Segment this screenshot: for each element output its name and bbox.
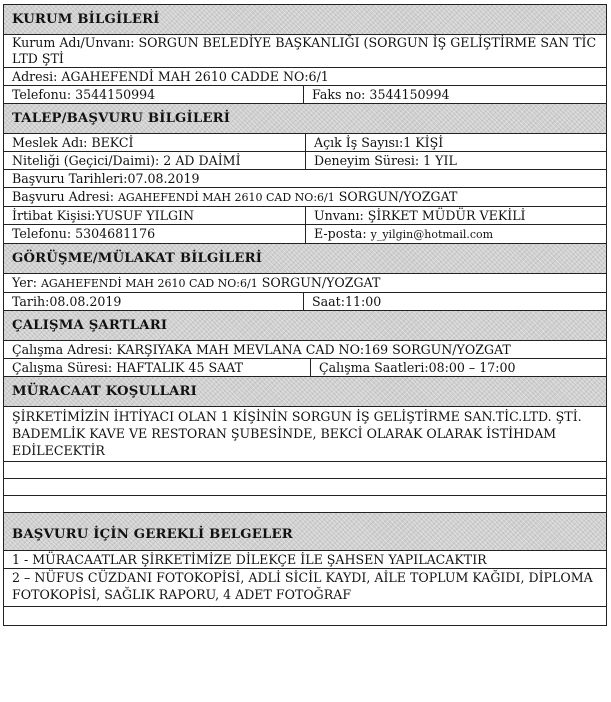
acik-is-sayisi: Açık İş Sayısı:1 KİŞİ — [305, 134, 606, 151]
section-muracaat — [3, 376, 607, 512]
eposta — [305, 225, 606, 243]
section-talep — [3, 103, 607, 243]
form-document — [3, 4, 607, 626]
section-title-talep: TALEP/BAŞVURU BİLGİLERİ — [4, 104, 606, 134]
eposta-label: E-posta: — [314, 226, 367, 241]
section-gorusme — [3, 243, 607, 310]
basvuru-adresi-label: Başvuru Adresi: — [12, 189, 114, 204]
blank-row — [4, 607, 606, 625]
basvuru-adresi-value: AGAHEFENDİ MAH 2610 CAD NO:6/1 — [117, 191, 335, 204]
section-title-belgeler: BAŞVURU İÇİN GEREKLİ BELGELER — [4, 513, 606, 551]
gorusme-yer-label: Yer: — [12, 275, 37, 290]
gorusme-yer-tail: SORGUN/YOZGAT — [261, 275, 381, 290]
blank-row — [4, 496, 606, 512]
section-belgeler — [3, 512, 607, 626]
irtibat-kisisi: İrtibat Kişisi:YUSUF YILGIN — [12, 208, 194, 223]
basvuru-adresi — [4, 188, 606, 206]
kurum-adi: Kurum Adı/Unvanı: SORGUN BELEDİYE BAŞKANLIĞI (SORGUN İŞ GELİŞTİRME SAN TİC LTD ŞTİ — [12, 35, 597, 66]
kurum-telefon: Telefonu: 3544150994 — [12, 87, 156, 102]
section-title-kurum: KURUM BİLGİLERİ — [4, 5, 606, 35]
calisma-saatleri: Çalışma Saatleri:08:00 – 17:00 — [310, 359, 606, 376]
section-title-calisma: ÇALIŞMA ŞARTLARI — [4, 311, 606, 341]
blank-row — [4, 462, 606, 478]
unvani: Unvanı: ŞİRKET MÜDÜR VEKİLİ — [305, 207, 606, 224]
basvuru-adresi-tail: SORGUN/YOZGAT — [338, 189, 458, 204]
basvuru-tarihleri: Başvuru Tarihleri:07.08.2019 — [12, 171, 200, 186]
gorusme-yer-value: AGAHEFENDİ MAH 2610 CAD NO:6/1 — [40, 277, 258, 290]
calisma-adresi: Çalışma Adresi: KARŞIYAKA MAH MEVLANA CAD NO:169 SORGUN/YOZGAT — [12, 342, 511, 357]
blank-row — [4, 479, 606, 495]
gorusme-yer — [4, 274, 606, 292]
belge-item-2: 2 – NÜFUS CÜZDANI FOTOKOPİSİ, ADLİ SİCİL KAYDI, AİLE TOPLUM KAĞIDI, DİPLOMA FOTOKOPİSİ, SAĞLIK RAPORU, 4 ADET FOTOĞRAF — [12, 570, 593, 602]
section-title-muracaat: MÜRACAAT KOŞULLARI — [4, 377, 606, 407]
talep-telefon: Telefonu: 5304681176 — [12, 226, 156, 241]
kurum-adres: Adresi: AGAHEFENDİ MAH 2610 CADDE NO:6/1 — [12, 69, 329, 84]
eposta-value: y_yilgin@hotmail.com — [370, 228, 494, 241]
section-kurum — [3, 4, 607, 103]
calisma-suresi: Çalışma Süresi: HAFTALIK 45 SAAT — [12, 360, 243, 375]
meslek-adi: Meslek Adı: BEKCİ — [12, 135, 134, 150]
muracaat-text: ŞİRKETİMİZİN İHTİYACI OLAN 1 KİŞİNİN SORGUN İŞ GELİŞTİRME SAN.TİC.LTD. ŞTİ. BADEMLİK KAVE VE RESTORAN ŞUBESİNDE, BEKCİ OLARAK OLARAK İSTİHDAM EDİLECEKTİR — [12, 409, 582, 458]
gorusme-saat: Saat:11:00 — [303, 293, 606, 310]
gorusme-tarih: Tarih:08.08.2019 — [12, 294, 122, 309]
kurum-faks: Faks no: 3544150994 — [303, 86, 606, 103]
section-title-gorusme: GÖRÜŞME/MÜLAKAT BİLGİLERİ — [4, 244, 606, 274]
section-calisma — [3, 310, 607, 376]
niteligi: Niteliği (Geçici/Daimi): 2 AD DAİMİ — [12, 153, 241, 168]
deneyim-suresi: Deneyim Süresi: 1 YIL — [305, 152, 606, 169]
belge-item-1: 1 - MÜRACAATLAR ŞİRKETİMİZE DİLEKÇE İLE ŞAHSEN YAPILACAKTIR — [12, 552, 487, 567]
